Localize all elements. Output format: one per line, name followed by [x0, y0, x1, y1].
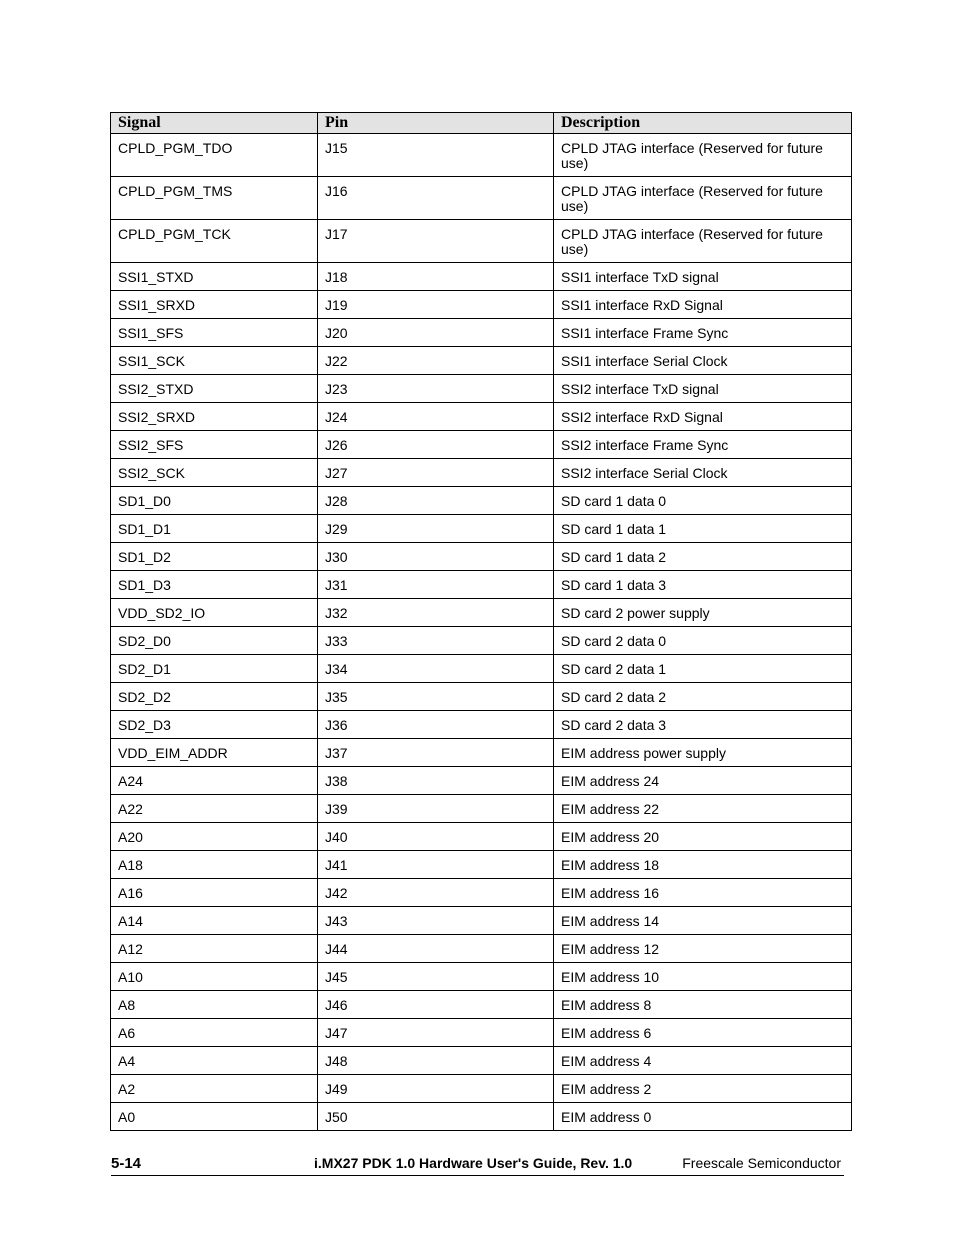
cell-signal: A4: [111, 1047, 318, 1075]
cell-desc: SSI1 interface Frame Sync: [554, 319, 852, 347]
cell-pin: J48: [318, 1047, 554, 1075]
cell-signal: SSI2_SRXD: [111, 403, 318, 431]
cell-desc: EIM address 0: [554, 1103, 852, 1131]
cell-desc: EIM address 18: [554, 851, 852, 879]
cell-signal: SD2_D0: [111, 627, 318, 655]
cell-desc: CPLD JTAG interface (Reserved for future use): [554, 220, 852, 263]
cell-desc: SSI2 interface RxD Signal: [554, 403, 852, 431]
cell-desc: SD card 1 data 3: [554, 571, 852, 599]
cell-desc: EIM address 4: [554, 1047, 852, 1075]
cell-pin: J31: [318, 571, 554, 599]
cell-desc: SD card 1 data 0: [554, 487, 852, 515]
cell-desc: SD card 1 data 2: [554, 543, 852, 571]
cell-pin: J40: [318, 823, 554, 851]
cell-signal: SSI1_SCK: [111, 347, 318, 375]
table-row: [111, 655, 852, 683]
table-row: [111, 823, 852, 851]
cell-desc: EIM address 8: [554, 991, 852, 1019]
cell-pin: J23: [318, 375, 554, 403]
cell-desc: SD card 2 data 0: [554, 627, 852, 655]
table-row: [111, 571, 852, 599]
cell-signal: VDD_EIM_ADDR: [111, 739, 318, 767]
cell-pin: J18: [318, 263, 554, 291]
cell-desc: SD card 2 data 2: [554, 683, 852, 711]
cell-signal: CPLD_PGM_TCK: [111, 220, 318, 263]
table-row: [111, 879, 852, 907]
cell-desc: EIM address 24: [554, 767, 852, 795]
table-row: [111, 683, 852, 711]
cell-desc: SSI1 interface RxD Signal: [554, 291, 852, 319]
table-header-row: [111, 113, 852, 134]
cell-pin: J29: [318, 515, 554, 543]
table-row: [111, 935, 852, 963]
cell-desc: SD card 2 data 3: [554, 711, 852, 739]
page-footer: [111, 1153, 844, 1176]
cell-signal: SD2_D2: [111, 683, 318, 711]
table-row: [111, 487, 852, 515]
cell-pin: J38: [318, 767, 554, 795]
cell-desc: SSI2 interface TxD signal: [554, 375, 852, 403]
cell-signal: A16: [111, 879, 318, 907]
page-number: 5-14: [111, 1155, 142, 1172]
table-row: [111, 739, 852, 767]
table-row: [111, 851, 852, 879]
cell-signal: A22: [111, 795, 318, 823]
cell-signal: SSI1_STXD: [111, 263, 318, 291]
cell-pin: J47: [318, 1019, 554, 1047]
cell-desc: SSI1 interface TxD signal: [554, 263, 852, 291]
table-row: [111, 459, 852, 487]
table-row: [111, 375, 852, 403]
cell-pin: J24: [318, 403, 554, 431]
cell-desc: EIM address 16: [554, 879, 852, 907]
cell-pin: J39: [318, 795, 554, 823]
document-title: i.MX27 PDK 1.0 Hardware User's Guide, Rev. 1.0: [314, 1155, 633, 1171]
table-row: [111, 627, 852, 655]
cell-desc: CPLD JTAG interface (Reserved for future use): [554, 134, 852, 177]
cell-pin: J33: [318, 627, 554, 655]
table-row: [111, 599, 852, 627]
cell-signal: A2: [111, 1075, 318, 1103]
cell-signal: A10: [111, 963, 318, 991]
header-description: Description: [554, 113, 852, 134]
cell-desc: SSI2 interface Serial Clock: [554, 459, 852, 487]
company-name: Freescale Semiconductor: [682, 1155, 841, 1171]
cell-desc: SSI1 interface Serial Clock: [554, 347, 852, 375]
cell-desc: EIM address 20: [554, 823, 852, 851]
table-row: [111, 963, 852, 991]
cell-desc: SD card 2 data 1: [554, 655, 852, 683]
cell-signal: A0: [111, 1103, 318, 1131]
cell-pin: J27: [318, 459, 554, 487]
cell-pin: J35: [318, 683, 554, 711]
table-row: [111, 795, 852, 823]
cell-desc: CPLD JTAG interface (Reserved for future use): [554, 177, 852, 220]
table-row: [111, 319, 852, 347]
cell-pin: J43: [318, 907, 554, 935]
cell-desc: EIM address 10: [554, 963, 852, 991]
cell-pin: J22: [318, 347, 554, 375]
table-row: [111, 220, 852, 263]
header-signal: Signal: [111, 113, 318, 134]
cell-signal: SD1_D3: [111, 571, 318, 599]
cell-pin: J30: [318, 543, 554, 571]
cell-desc: EIM address power supply: [554, 739, 852, 767]
table-row: [111, 431, 852, 459]
cell-pin: J37: [318, 739, 554, 767]
cell-signal: CPLD_PGM_TDO: [111, 134, 318, 177]
table-row: [111, 711, 852, 739]
table-row: [111, 543, 852, 571]
cell-pin: J50: [318, 1103, 554, 1131]
table-row: [111, 515, 852, 543]
cell-desc: SD card 1 data 1: [554, 515, 852, 543]
cell-desc: EIM address 22: [554, 795, 852, 823]
table-row: [111, 263, 852, 291]
cell-signal: SSI1_SFS: [111, 319, 318, 347]
cell-pin: J46: [318, 991, 554, 1019]
cell-signal: SSI2_SCK: [111, 459, 318, 487]
cell-pin: J15: [318, 134, 554, 177]
cell-pin: J17: [318, 220, 554, 263]
table-row: [111, 1075, 852, 1103]
table-row: [111, 291, 852, 319]
cell-desc: EIM address 2: [554, 1075, 852, 1103]
cell-desc: EIM address 14: [554, 907, 852, 935]
cell-pin: J36: [318, 711, 554, 739]
table-row: [111, 907, 852, 935]
cell-pin: J41: [318, 851, 554, 879]
cell-desc: EIM address 12: [554, 935, 852, 963]
cell-pin: J16: [318, 177, 554, 220]
cell-signal: CPLD_PGM_TMS: [111, 177, 318, 220]
table-row: [111, 1103, 852, 1131]
table-row: [111, 347, 852, 375]
pin-assignment-table: [110, 112, 852, 1131]
table-row: [111, 767, 852, 795]
cell-signal: A6: [111, 1019, 318, 1047]
cell-pin: J20: [318, 319, 554, 347]
cell-desc: SSI2 interface Frame Sync: [554, 431, 852, 459]
cell-signal: SSI2_SFS: [111, 431, 318, 459]
table-row: [111, 177, 852, 220]
cell-pin: J32: [318, 599, 554, 627]
cell-desc: EIM address 6: [554, 1019, 852, 1047]
cell-pin: J28: [318, 487, 554, 515]
cell-desc: SD card 2 power supply: [554, 599, 852, 627]
cell-signal: VDD_SD2_IO: [111, 599, 318, 627]
cell-signal: A14: [111, 907, 318, 935]
cell-signal: SD1_D2: [111, 543, 318, 571]
table-body: [111, 134, 852, 1131]
cell-signal: SSI1_SRXD: [111, 291, 318, 319]
table-row: [111, 1019, 852, 1047]
cell-pin: J44: [318, 935, 554, 963]
cell-pin: J34: [318, 655, 554, 683]
cell-signal: A18: [111, 851, 318, 879]
cell-signal: A12: [111, 935, 318, 963]
cell-signal: SSI2_STXD: [111, 375, 318, 403]
table-row: [111, 134, 852, 177]
cell-signal: A20: [111, 823, 318, 851]
cell-signal: A24: [111, 767, 318, 795]
table-row: [111, 991, 852, 1019]
cell-signal: A8: [111, 991, 318, 1019]
cell-signal: SD1_D0: [111, 487, 318, 515]
header-pin: Pin: [318, 113, 554, 134]
cell-signal: SD1_D1: [111, 515, 318, 543]
cell-pin: J26: [318, 431, 554, 459]
cell-pin: J49: [318, 1075, 554, 1103]
cell-pin: J42: [318, 879, 554, 907]
cell-pin: J19: [318, 291, 554, 319]
cell-signal: SD2_D3: [111, 711, 318, 739]
cell-signal: SD2_D1: [111, 655, 318, 683]
table-row: [111, 403, 852, 431]
cell-pin: J45: [318, 963, 554, 991]
table-row: [111, 1047, 852, 1075]
